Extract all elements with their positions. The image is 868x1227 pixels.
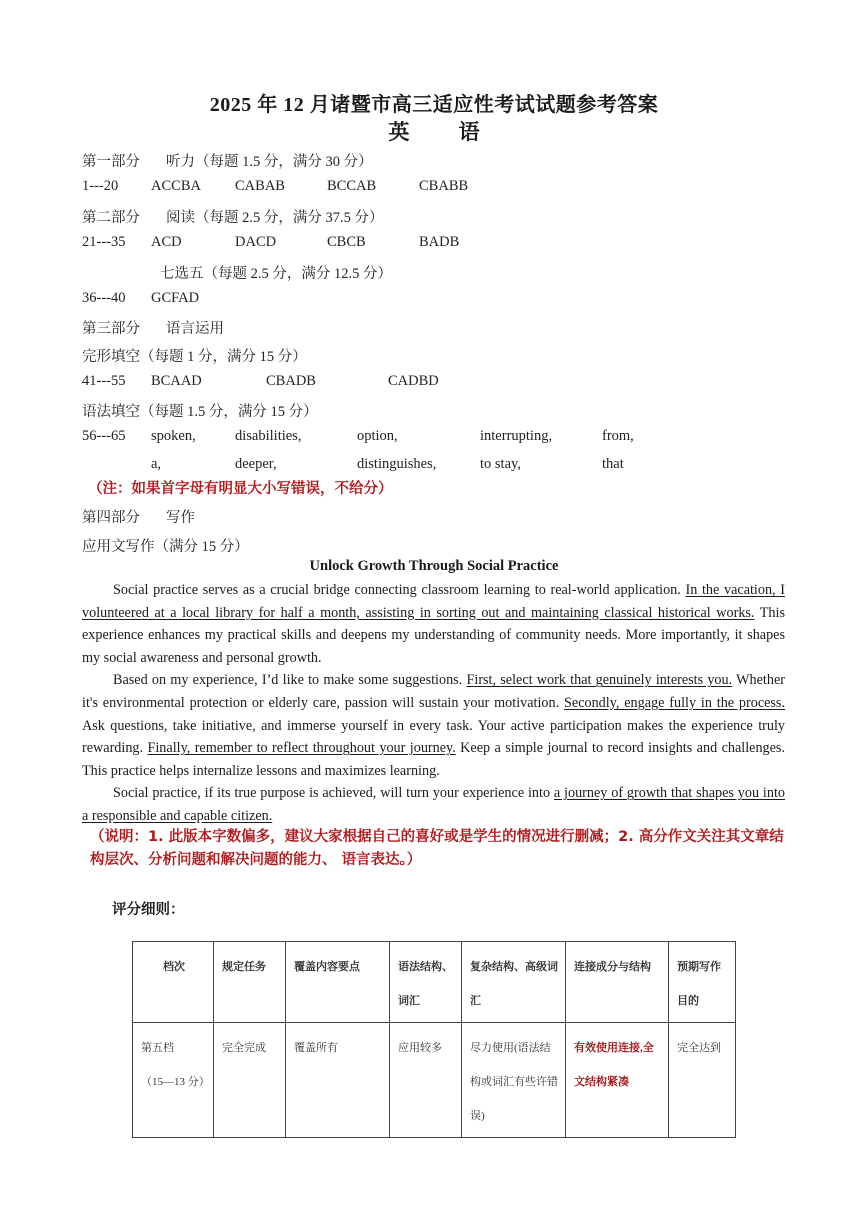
seven-five-answer: GCFAD	[151, 290, 200, 306]
part1-heading: 第一部分	[82, 154, 140, 170]
cloze-answer-3: CADBD	[388, 373, 439, 389]
rubric-header-cell: 档次	[133, 942, 214, 1023]
rubric-cell-level	[133, 1023, 214, 1138]
cloze-answer-2: CBADB	[266, 373, 316, 389]
essay-text: Whether it's environmental protection or elderly care, passion will sustain your motivation.	[82, 672, 785, 711]
part4-heading: 第四部分	[82, 510, 140, 526]
essay-highlight: First, select work that genuinely interests you.	[466, 672, 733, 689]
essay-highlight: Secondly, engage fully in the process.	[564, 694, 786, 711]
document-subject	[0, 116, 868, 146]
grammar-answer: from,	[602, 428, 634, 444]
rubric-cell-purpose: 完全达到	[669, 1023, 736, 1138]
essay-title: Unlock Growth Through Social Practice	[309, 558, 559, 574]
subject-char-1: 英	[388, 120, 410, 144]
part1-answer-4: CBABB	[419, 178, 469, 194]
essay-text: Social practice, if its true purpose is achieved, will turn your experience into	[113, 785, 554, 802]
essay-text: Keep a simple journal to record insights and challenges. This practice helps internalize lessons and maximizes learning.	[82, 740, 785, 779]
grammar-note: （注：如果首字母有明显大小写错误，不给分）	[88, 481, 393, 497]
essay-highlight: a journey of growth that shapes you into a responsible and capable citizen.	[82, 785, 785, 824]
model-essay	[82, 579, 785, 828]
part2-answer-2: DACD	[235, 234, 277, 250]
cloze-range: 41---55	[82, 373, 126, 389]
grammar-desc: 语法填空（每题 1.5 分，满分 15 分）	[82, 404, 318, 420]
essay-text: Social practice serves as a crucial bridge connecting classroom learning to real-world application.	[113, 582, 686, 598]
essay-explanation-note: （说明：1. 此版本字数偏多，建议大家根据自己的喜好或是学生的情况进行删减；2. 高分作文关注其文章结构层次、分析问题和解决问题的能力、 语言表达。）	[90, 829, 784, 868]
rubric-header-cell: 连接成分与结构	[566, 942, 669, 1023]
grammar-answer: interrupting,	[480, 428, 553, 444]
essay-text: Based on my experience, I’d like to make some suggestions.	[113, 672, 467, 689]
seven-five-desc: 七选五（每题 2.5 分，满分 12.5 分）	[160, 266, 392, 282]
scoring-rubric-table	[132, 941, 736, 1138]
part1-answer-2: CABAB	[235, 178, 285, 194]
grammar-range: 56---65	[82, 428, 126, 444]
grammar-answer: disabilities,	[235, 428, 302, 444]
part1-desc: 听力（每题 1.5 分，满分 30 分）	[166, 154, 373, 170]
essay-highlight: Finally, remember to reflect throughout your journey.	[147, 740, 456, 757]
part2-answer-4: BADB	[419, 234, 460, 250]
grammar-answer: to stay,	[480, 456, 521, 472]
part2-answer-1: ACD	[151, 234, 182, 250]
rubric-header-row	[133, 942, 736, 1023]
rubric-header-cell: 规定任务	[214, 942, 286, 1023]
subject-char-2: 语	[458, 120, 480, 144]
part2-range: 21---35	[82, 234, 126, 250]
grammar-answer: option,	[357, 428, 398, 444]
rubric-header-cell: 预期写作目的	[669, 942, 736, 1023]
essay-paragraph-2	[82, 669, 785, 782]
rubric-level: 第五档	[141, 1042, 174, 1054]
part3-heading: 第三部分	[82, 321, 140, 337]
grammar-answer: that	[602, 456, 624, 472]
practical-writing-desc: 应用文写作（满分 15 分）	[82, 539, 249, 555]
rubric-header-cell: 语法结构、词汇	[390, 942, 462, 1023]
cloze-answer-1: BCAAD	[151, 373, 202, 389]
part1-range: 1---20	[82, 178, 119, 194]
criteria-label: 评分细则：	[112, 902, 185, 918]
essay-highlight: In the vacation, I volunteered at a local library for half a month, assisting in sorting out and maintaining classical historical works.	[82, 582, 786, 621]
seven-five-range: 36---40	[82, 290, 126, 306]
rubric-cell-task: 完全完成	[214, 1023, 286, 1138]
essay-text: This experience enhances my practical skills and deepens my understanding of community needs. More importantly, it shapes my social awareness and personal growth.	[82, 604, 785, 666]
rubric-header-cell: 复杂结构、高级词汇	[462, 942, 566, 1023]
rubric-header-cell: 覆盖内容要点	[286, 942, 390, 1023]
part2-answer-3: CBCB	[327, 234, 366, 250]
essay-paragraph-3	[82, 782, 785, 827]
rubric-cell-content: 覆盖所有	[286, 1023, 390, 1138]
part2-desc: 阅读（每题 2.5 分，满分 37.5 分）	[166, 210, 384, 226]
grammar-answer: deeper,	[235, 456, 277, 472]
rubric-cell-cohesion: 有效使用连接,全文结构紧凑	[566, 1023, 669, 1138]
rubric-cell-complex: 尽力使用(语法结构或词汇有些许错误)	[462, 1023, 566, 1138]
rubric-score-range: （15—13 分）	[141, 1076, 210, 1088]
essay-text: Ask questions, take initiative, and immerse yourself in every task. Your active participation makes the experience truly rewarding.	[82, 717, 785, 757]
grammar-answer: spoken,	[151, 428, 196, 444]
essay-paragraph-1	[82, 579, 785, 669]
part1-answer-3: BCCAB	[327, 178, 377, 194]
cloze-desc: 完形填空（每题 1 分，满分 15 分）	[82, 349, 307, 365]
part3-desc: 语言运用	[166, 321, 224, 337]
rubric-row	[133, 1023, 736, 1138]
part4-desc: 写作	[166, 510, 195, 526]
grammar-answer: distinguishes,	[357, 456, 437, 472]
document-title: 2025 年 12 月诸暨市高三适应性考试试题参考答案	[209, 94, 659, 116]
part1-answer-1: ACCBA	[151, 178, 201, 194]
rubric-cell-grammar: 应用较多	[390, 1023, 462, 1138]
part2-heading: 第二部分	[82, 210, 140, 226]
grammar-answer: a,	[151, 456, 162, 472]
